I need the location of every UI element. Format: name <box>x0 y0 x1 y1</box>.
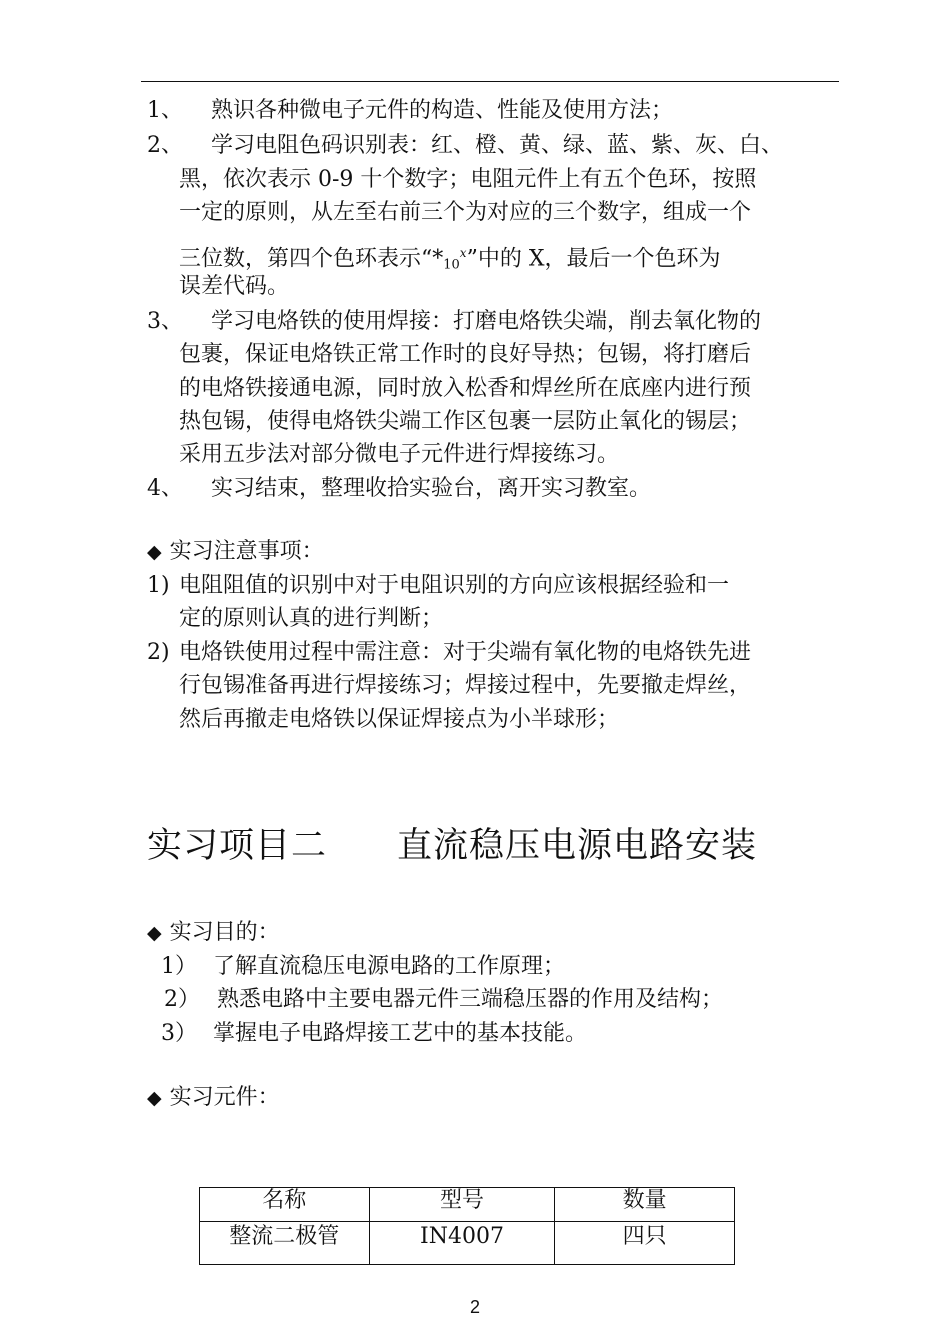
note-2-line-2: 行包锡准备再进行焊接练习；焊接过程中，先要撤走焊丝， <box>179 673 752 698</box>
formula-text-before: 三位数，第四个色环表示“ <box>179 246 433 272</box>
table-header-row <box>200 1188 735 1222</box>
step-2-line-3: 一定的原则，从左至右前三个为对应的三个数字，组成一个 <box>179 200 752 225</box>
step-text: 学习电烙铁的使用焊接：打磨电烙铁尖端，削去氧化物的 <box>211 309 762 334</box>
formula-star: * <box>432 246 444 272</box>
purpose-number: 3） <box>161 1021 197 1046</box>
step-3-line-3: 的电烙铁接通电源，同时放入松香和焊丝所在底座内进行预 <box>179 376 752 401</box>
formula-exponent: x <box>459 246 467 260</box>
section-heading-number: 实习项目二 <box>147 826 328 866</box>
section-heading <box>147 824 757 868</box>
note-text: 电烙铁使用过程中需注意：对于尖端有氧化物的电烙铁先进 <box>179 640 752 665</box>
notes-title: 实习注意事项： <box>169 539 324 564</box>
step-1 <box>147 96 674 126</box>
cell-name: 整流二极管 <box>200 1222 370 1265</box>
purpose-heading <box>147 918 280 948</box>
page-number: 2 <box>469 1297 480 1317</box>
purpose-text: 了解直流稳压电源电路的工作原理； <box>213 954 566 979</box>
step-number: 1、 <box>147 98 183 123</box>
cell-quantity: 四只 <box>555 1222 735 1265</box>
step-4 <box>147 474 652 504</box>
components-title: 实习元件： <box>169 1085 280 1110</box>
purpose-number: 1） <box>161 954 197 979</box>
step-text: 熟识各种微电子元件的构造、性能及使用方法； <box>211 98 674 123</box>
step-number: 4、 <box>147 476 183 501</box>
step-2-first-line <box>147 131 784 161</box>
section-heading-title: 直流稳压电源电路安装 <box>397 826 758 866</box>
note-2-line-3: 然后再撤走电烙铁以保证焊接点为小半球形； <box>179 707 620 732</box>
purpose-title: 实习目的： <box>169 920 280 945</box>
components-heading <box>147 1083 280 1113</box>
table-row <box>200 1222 735 1265</box>
formula-text-after: ”中的 X，最后一个色环为 <box>466 246 721 272</box>
step-text: 实习结束，整理收拾实验台，离开实习教室。 <box>211 476 652 501</box>
step-number: 3、 <box>147 309 183 334</box>
step-3-line-4: 热包锡，使得电烙铁尖端工作区包裹一层防止氧化的锡层； <box>179 409 752 434</box>
purpose-number: 2） <box>164 987 200 1012</box>
step-2-line-5: 误差代码。 <box>179 274 290 299</box>
step-3-first-line <box>147 307 762 337</box>
column-header-model: 型号 <box>369 1188 555 1222</box>
diamond-bullet-icon: ◆ <box>147 922 162 944</box>
note-1-line-2: 定的原则认真的进行判断； <box>179 606 444 631</box>
note-2-first-line <box>147 638 752 668</box>
step-number: 2、 <box>147 133 183 158</box>
note-text: 电阻阻值的识别中对于电阻识别的方向应该根据经验和一 <box>179 573 730 598</box>
purpose-item-1 <box>161 952 566 982</box>
column-header-name: 名称 <box>200 1188 370 1222</box>
step-2-line-2: 黑，依次表示 0-9 十个数字；电阻元件上有五个色环，按照 <box>179 167 757 192</box>
notes-heading <box>147 537 324 567</box>
header-rule <box>141 81 839 82</box>
step-3-line-2: 包裹，保证电烙铁正常工作时的良好导热；包锡，将打磨后 <box>179 342 752 367</box>
diamond-bullet-icon: ◆ <box>147 541 162 563</box>
components-table <box>199 1187 735 1265</box>
purpose-item-3 <box>161 1019 588 1049</box>
purpose-item-2 <box>164 985 724 1015</box>
purpose-text: 掌握电子电路焊接工艺中的基本技能。 <box>213 1021 588 1046</box>
diamond-bullet-icon: ◆ <box>147 1087 162 1109</box>
purpose-text: 熟悉电路中主要电器元件三端稳压器的作用及结构； <box>217 987 724 1012</box>
step-3-line-5: 采用五步法对部分微电子元件进行焊接练习。 <box>179 442 620 467</box>
note-1-first-line <box>147 571 730 601</box>
column-header-quantity: 数量 <box>555 1188 735 1222</box>
step-text: 学习电阻色码识别表：红、橙、黄、绿、蓝、紫、灰、白、 <box>211 133 784 158</box>
note-number: 1) <box>147 573 170 598</box>
cell-model: IN4007 <box>369 1222 555 1265</box>
note-number: 2) <box>147 640 170 665</box>
formula-base: 10 <box>443 257 460 273</box>
